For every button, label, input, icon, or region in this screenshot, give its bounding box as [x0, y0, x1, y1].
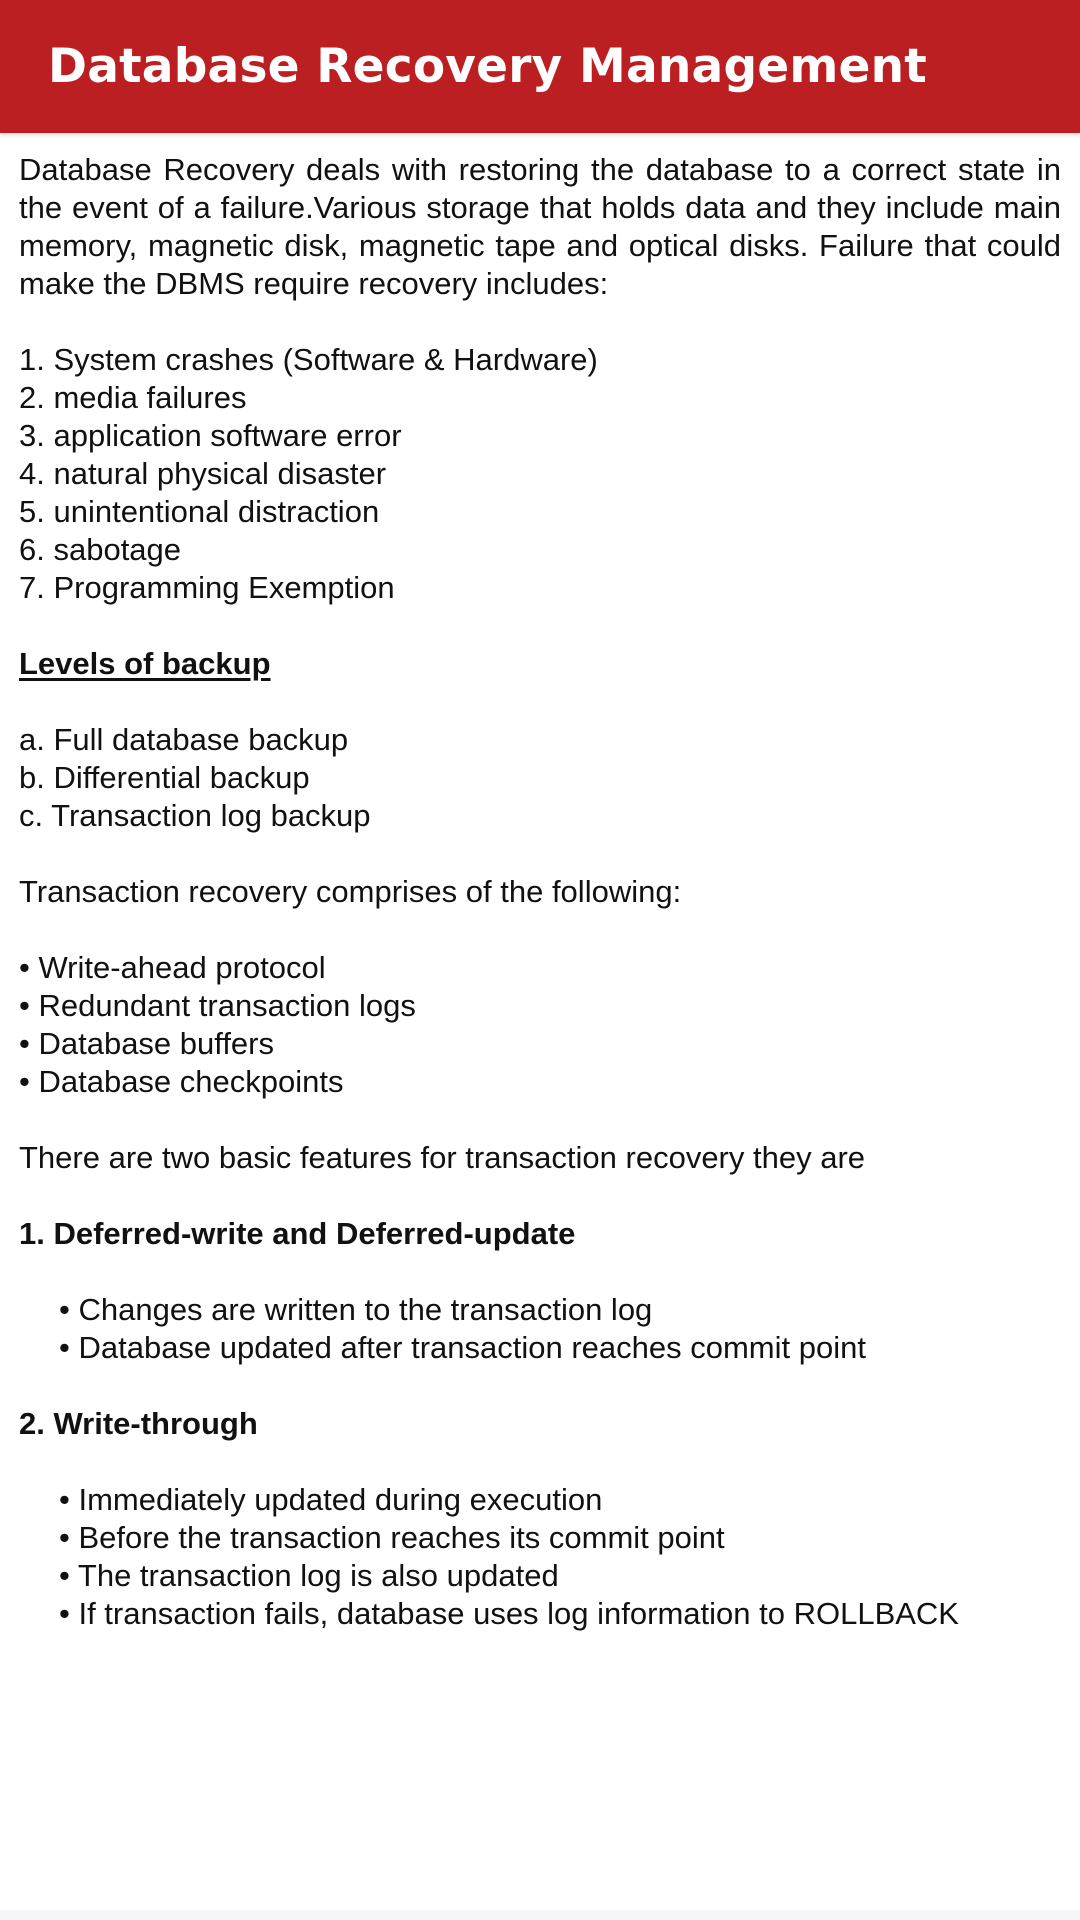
spacer	[19, 1101, 1061, 1139]
list-item: b. Differential backup	[19, 760, 310, 795]
list-item: • Database checkpoints	[19, 1064, 344, 1099]
list-item: c. Transaction log backup	[19, 798, 371, 833]
list-item: • If transaction fails, database uses log information to ROLLBACK	[59, 1596, 959, 1631]
list-item: • Database updated after transaction reaches commit point	[59, 1330, 866, 1365]
list-item: • Database buffers	[19, 1026, 274, 1061]
backup-levels-list	[19, 721, 1061, 835]
list-item: • Write-ahead protocol	[19, 950, 326, 985]
feature-1-points	[19, 1291, 1061, 1367]
list-item: 1. System crashes (Software & Hardware)	[19, 342, 598, 377]
transaction-intro: Transaction recovery comprises of the following:	[19, 874, 682, 909]
list-item: 2. media failures	[19, 380, 247, 415]
list-item: • Before the transaction reaches its commit point	[59, 1520, 725, 1555]
failure-list	[19, 341, 1061, 607]
list-item: 7. Programming Exemption	[19, 570, 395, 605]
list-item: • The transaction log is also updated	[59, 1558, 559, 1593]
spacer	[19, 1443, 1061, 1481]
spacer	[19, 911, 1061, 949]
list-item: • Changes are written to the transaction log	[59, 1292, 653, 1327]
spacer	[19, 1177, 1061, 1215]
list-item: • Redundant transaction logs	[19, 988, 416, 1023]
backup-levels-heading: Levels of backup	[19, 646, 271, 681]
list-item: 3. application software error	[19, 418, 402, 453]
list-item: 4. natural physical disaster	[19, 456, 387, 491]
spacer	[19, 1367, 1061, 1405]
spacer	[19, 835, 1061, 873]
list-item: 5. unintentional distraction	[19, 494, 380, 529]
spacer	[19, 1253, 1061, 1291]
list-item: • Immediately updated during execution	[59, 1482, 603, 1517]
bottom-edge	[0, 1910, 1080, 1920]
intro-paragraph: Database Recovery deals with restoring the database to a correct state in the event of a failure.Various storage that holds data and they include main memory, magnetic disk, magnetic tape and optical disks. Failure that could make the DBMS require recovery includes:	[19, 152, 1061, 301]
feature-2-heading: 2. Write-through	[19, 1406, 258, 1441]
spacer	[19, 683, 1061, 721]
app-bar	[0, 0, 1080, 133]
feature-2-points	[19, 1481, 1061, 1633]
spacer	[19, 303, 1061, 341]
spacer	[19, 607, 1061, 645]
features-intro: There are two basic features for transaction recovery they are	[19, 1140, 866, 1175]
list-item: 6. sabotage	[19, 532, 182, 567]
transaction-list	[19, 949, 1061, 1101]
page-title: Database Recovery Management	[48, 39, 927, 94]
article-content[interactable]	[19, 151, 1061, 1633]
feature-1-heading: 1. Deferred-write and Deferred-update	[19, 1216, 576, 1251]
list-item: a. Full database backup	[19, 722, 349, 757]
